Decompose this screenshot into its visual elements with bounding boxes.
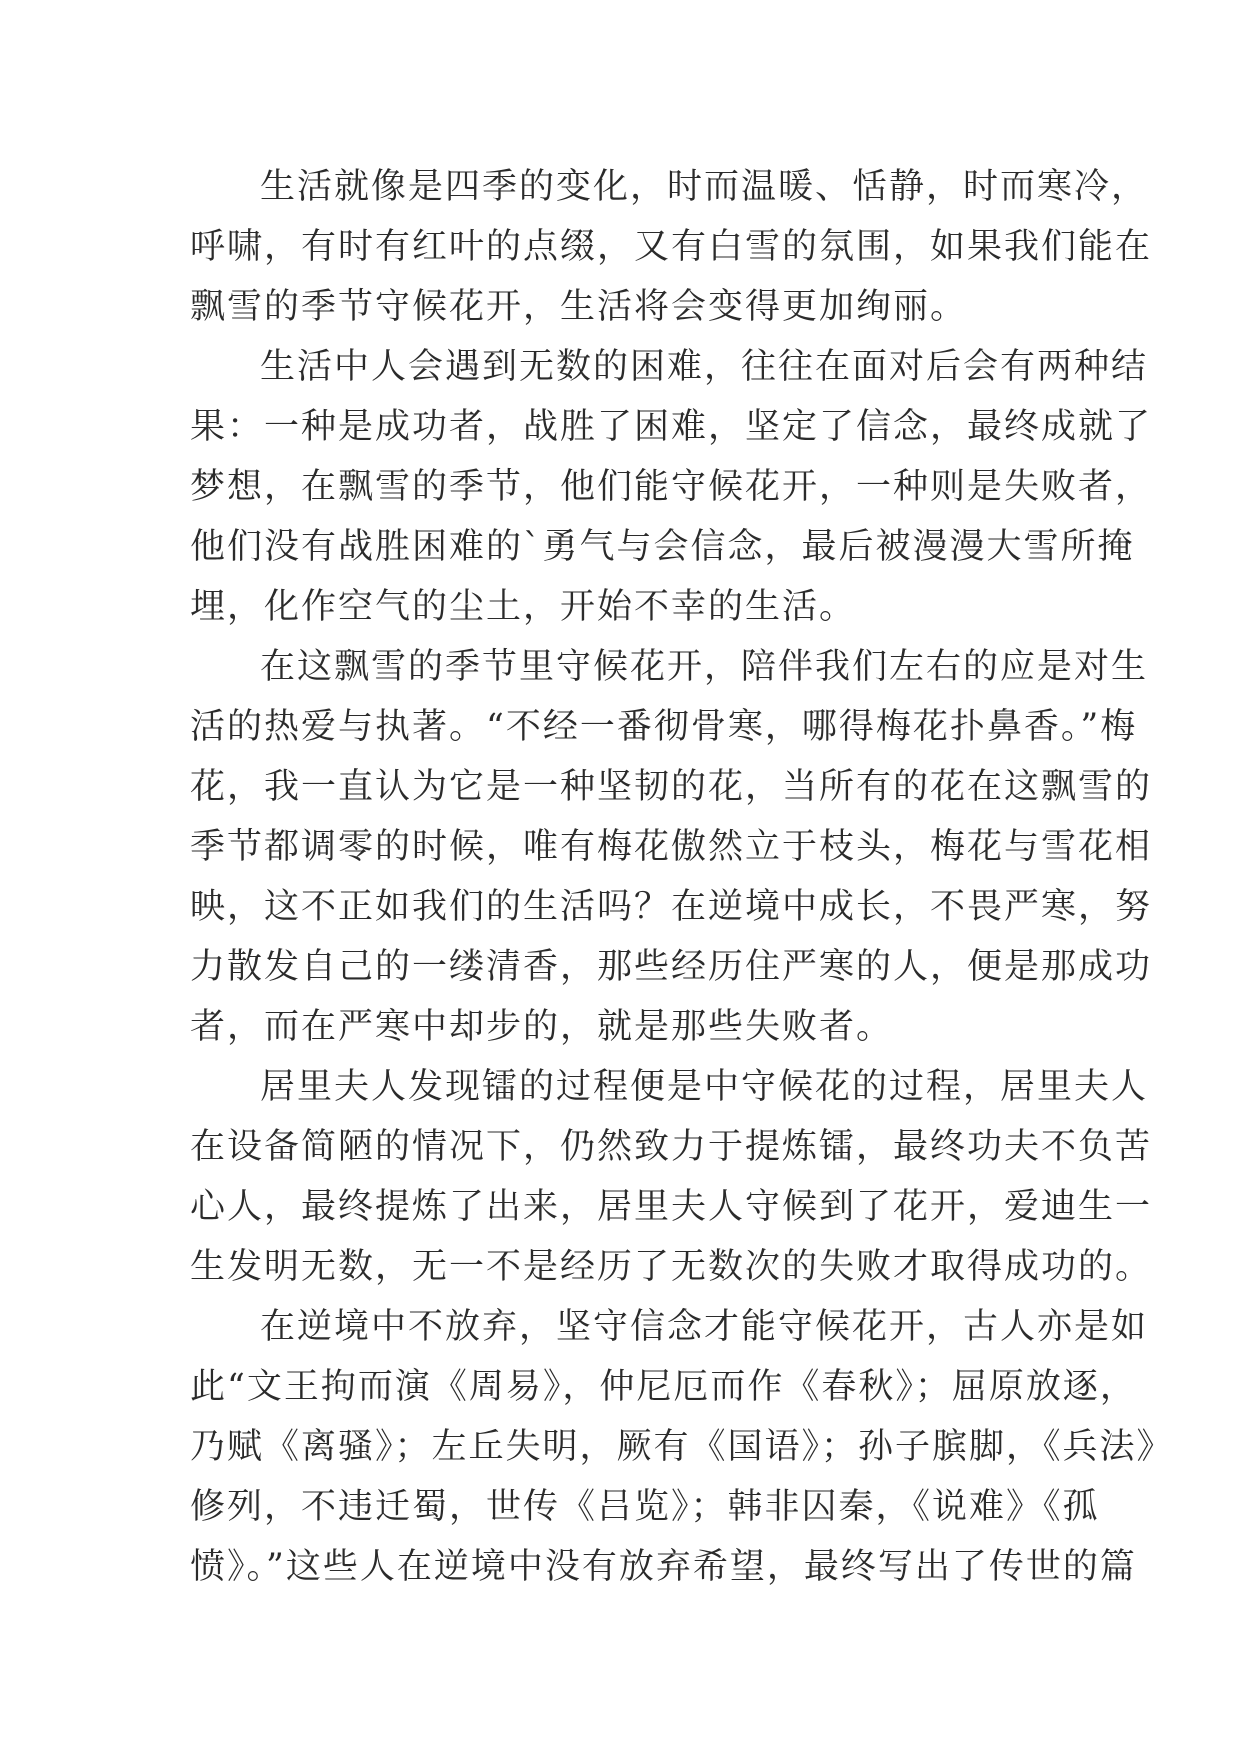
- paragraph-line: 他们没有战胜困难的`勇气与会信念，最后被漫漫大雪所掩: [190, 527, 1135, 567]
- paragraph-5: [190, 1297, 1174, 1597]
- paragraph-line: 在设备简陋的情况下，仍然致力于提炼镭，最终功夫不负苦: [190, 1127, 1153, 1167]
- paragraph-2: [190, 337, 1153, 637]
- paragraph-line: 埋，化作空气的尘土，开始不幸的生活。: [190, 587, 857, 627]
- paragraph-line: 映，这不正如我们的生活吗？在逆境中成长，不畏严寒，努: [190, 887, 1153, 927]
- paragraph-line: 在逆境中不放弃，坚守信念才能守候花开，古人亦是如: [260, 1307, 1149, 1347]
- paragraph-line: 愤》。”这些人在逆境中没有放弃希望，最终写出了传世的篇: [190, 1547, 1137, 1587]
- paragraph-1: [190, 157, 1153, 337]
- paragraph-line: 乃赋《离骚》；左丘失明，厥有《国语》；孙子膑脚，《兵法》: [190, 1427, 1174, 1467]
- paragraph-line: 生活中人会遇到无数的困难，往往在面对后会有两种结: [260, 347, 1149, 387]
- paragraph-line: 果：一种是成功者，战胜了困难，坚定了信念，最终成就了: [190, 407, 1153, 447]
- paragraph-line: 者，而在严寒中却步的，就是那些失败者。: [190, 1007, 894, 1047]
- essay-body: [190, 157, 1174, 1597]
- paragraph-line: 生发明无数，无一不是经历了无数次的失败才取得成功的。: [190, 1247, 1153, 1287]
- paragraph-line: 呼啸，有时有红叶的点缀，又有白雪的氛围，如果我们能在: [190, 227, 1153, 267]
- paragraph-line: 居里夫人发现镭的过程便是中守候花的过程，居里夫人: [260, 1067, 1149, 1107]
- paragraph-line: 力散发自己的一缕清香，那些经历住严寒的人，便是那成功: [190, 947, 1153, 987]
- paragraph-3: [190, 637, 1153, 1057]
- paragraph-4: [190, 1057, 1153, 1297]
- paragraph-line: 季节都调零的时候，唯有梅花傲然立于枝头，梅花与雪花相: [190, 827, 1153, 867]
- paragraph-line: 飘雪的季节守候花开，生活将会变得更加绚丽。: [190, 287, 968, 327]
- paragraph-line: 活的热爱与执著。“不经一番彻骨寒，哪得梅花扑鼻香。”梅: [190, 707, 1138, 747]
- paragraph-line: 在这飘雪的季节里守候花开，陪伴我们左右的应是对生: [260, 647, 1149, 687]
- paragraph-line: 此“文王拘而演《周易》，仲尼厄而作《春秋》；屈原放逐，: [190, 1367, 1137, 1407]
- paragraph-line: 梦想，在飘雪的季节，他们能守候花开，一种则是失败者，: [190, 467, 1153, 507]
- paragraph-line: 心人，最终提炼了出来，居里夫人守候到了花开，爱迪生一: [190, 1187, 1153, 1227]
- paragraph-line: 修列，不违迁蜀，世传《吕览》；韩非囚秦，《说难》《孤: [190, 1487, 1100, 1527]
- paragraph-line: 花，我一直认为它是一种坚韧的花，当所有的花在这飘雪的: [190, 767, 1153, 807]
- paragraph-line: 生活就像是四季的变化，时而温暖、恬静，时而寒冷，: [260, 167, 1149, 207]
